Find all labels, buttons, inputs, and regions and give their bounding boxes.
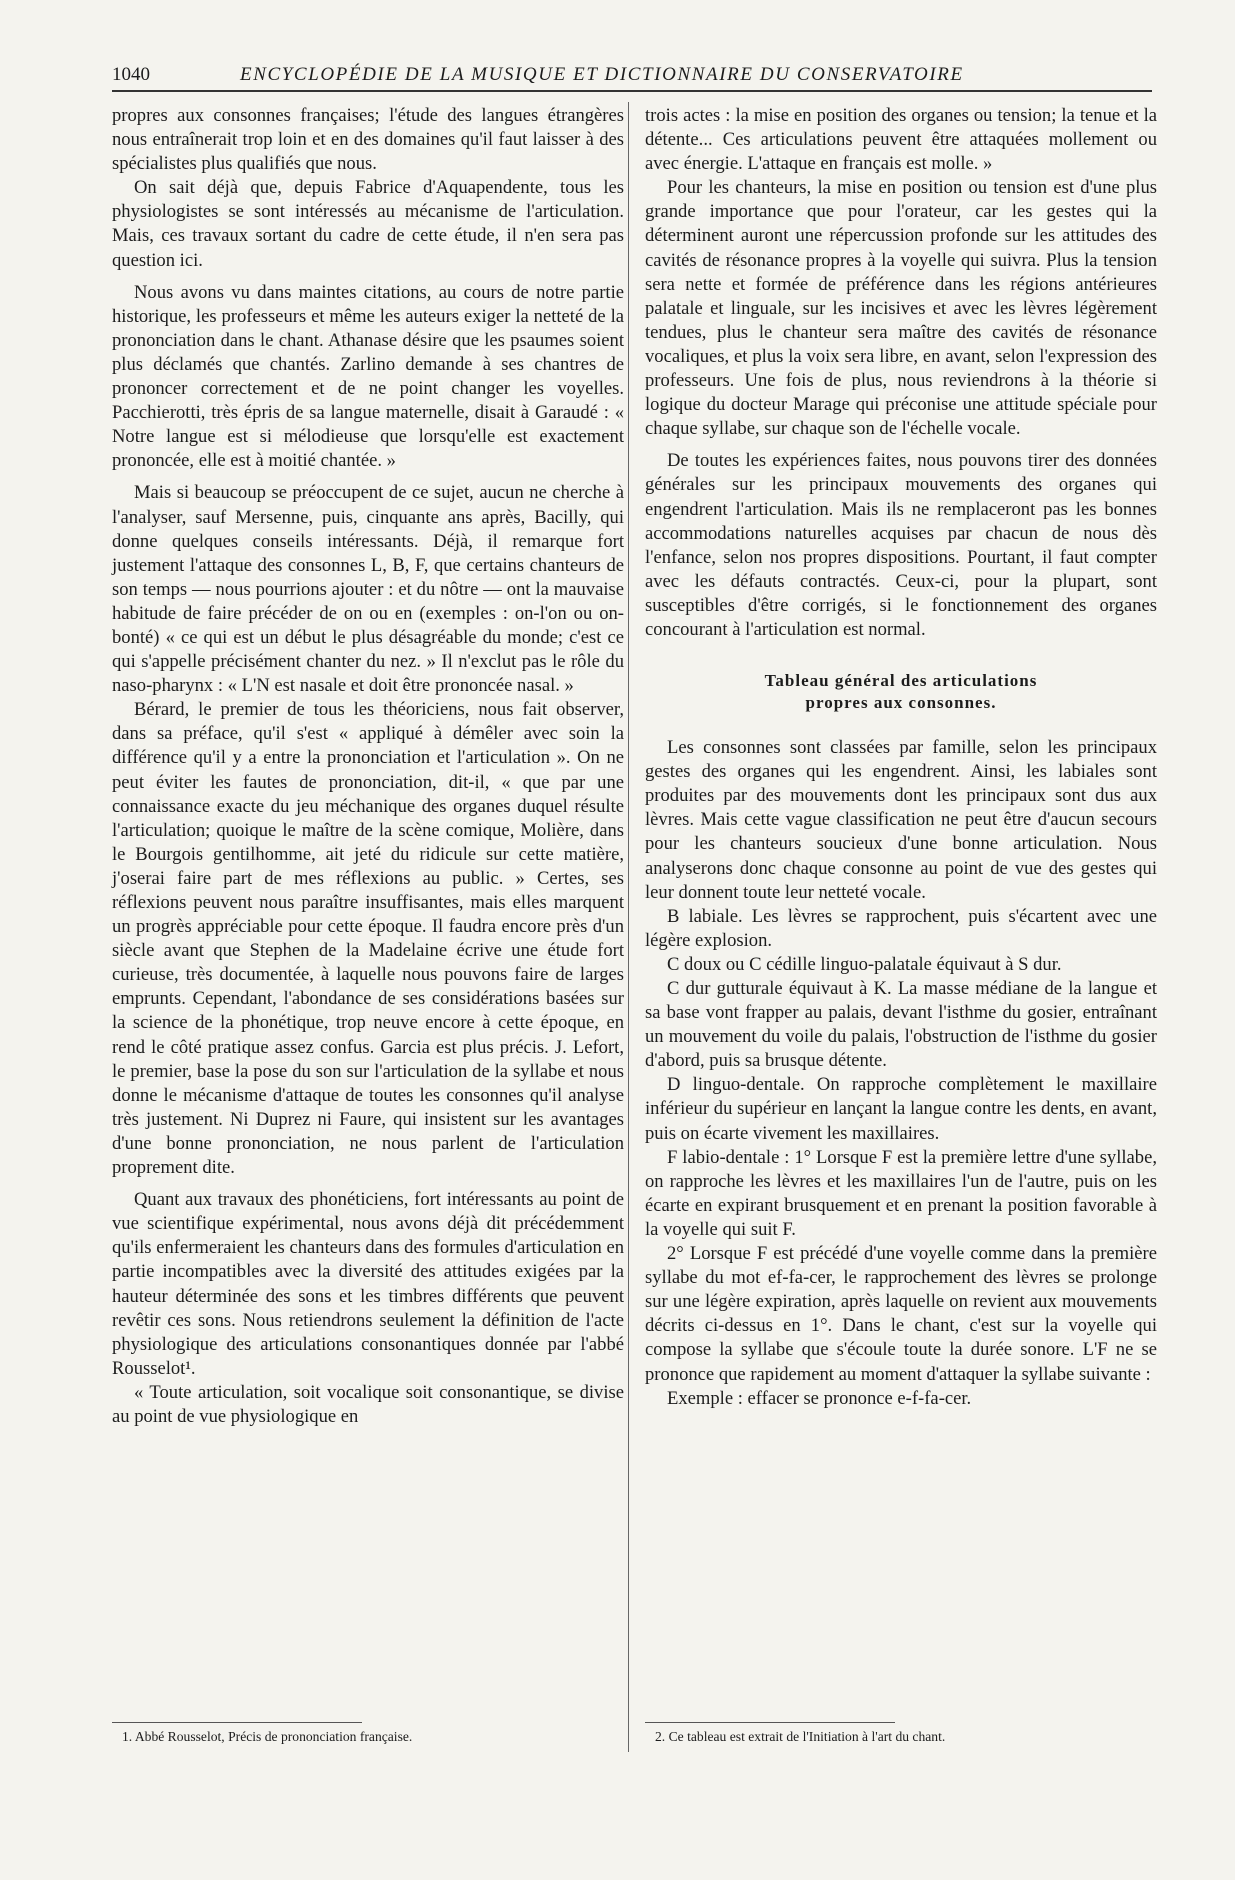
paragraph: C dur gutturale équivaut à K. La masse médiane de la langue et sa base vont frapper au palais, devant l'isthme du gosier, entraînant un mouvement du voile du palais, l'obstruction de l'isthme du gosier d'abord, puis sa brusque détente.: [645, 978, 1157, 1072]
left-column: [112, 104, 624, 1429]
paragraph: Nous avons vu dans maintes citations, au cours de notre partie historique, les professeurs et même les auteurs exiger la netteté de la prononciation dans le chant. Athanase désire que les psaumes soient plus déclamés que chantés. Zarlino demande à ses chantres de prononcer correctement et de ne point changer les voyelles. Pacchierotti, très épris de sa langue maternelle, disait à Garaudé : « Notre langue est si mélodieuse que lorsqu'elle est exactement prononcée, elle est à moitié chantée. »: [112, 281, 624, 472]
footnote-rule-left: [112, 1722, 362, 1723]
footnote-left: 1. Abbé Rousselot, Précis de prononciation française.: [122, 1729, 413, 1744]
paragraph: « Toute articulation, soit vocalique soit consonantique, se divise au point de vue physiologique en: [112, 1381, 624, 1427]
footnote-right: 2. Ce tableau est extrait de l'Initiation à l'art du chant.: [655, 1729, 946, 1744]
running-title: ENCYCLOPÉDIE DE LA MUSIQUE ET DICTIONNAIRE DU CONSERVATOIRE: [240, 64, 964, 85]
paragraph: propres aux consonnes françaises; l'étude des langues étrangères nous entraînerait trop loin et en des domaines qu'il faut laisser à des spécialistes plus qualifiés que nous.: [112, 105, 624, 175]
paragraph: 2° Lorsque F est précédé d'une voyelle comme dans la première syllabe du mot ef-fa-cer, le rapprochement des lèvres se prolonge sur une légère expiration, après laquelle on revient aux mouvements décrits ci-dessus en 1°. Dans le chant, c'est sur la voyelle qui compose la syllabe que s'écoule toute la durée sonore. L'F ne se prononce que rapidement au moment d'attaquer la syllabe suivante :: [645, 1243, 1157, 1385]
paragraph: Bérard, le premier de tous les théoriciens, nous fait observer, dans sa préface, qu'il s'est « appliqué à démêler avec soin la différence qu'il y a entre la prononciation et l'articulation ». On ne peut éviter les fautes de prononciation, dit-il, « que par une connaissance exacte du jeu méchanique des organes duquel résulte l'articulation; quoique le maître de la scène comique, Molière, dans le Bourgois gentilhomme, ait jeté du ridicule sur cette matière, j'oserai faire part de mes réflexions au public. » Certes, ses réflexions peuvent nous paraître insuffisantes, mais elles marquent un progrès appréciable pour cette époque. Il faudra encore près d'un siècle avant que Stephen de la Madelaine écrive une étude fort curieuse, très documentée, à laquelle nous pouvons faire de larges emprunts. Cependant, l'abondance de ses considérations basées sur la science de la phonétique, trop neuve encore à cette époque, en rend le côté pratique assez confus. Garcia est plus précis. J. Lefort, le premier, base la pose du son sur l'articulation de la syllabe et nous donne le mécanisme d'attaque de toutes les consonnes qu'il analyse très justement. Ni Duprez ni Faure, qui insistent sur les avantages d'une bonne prononciation, ne nous parlent de l'articulation proprement dite.: [112, 699, 624, 1179]
paragraph: Pour les chanteurs, la mise en position ou tension est d'une plus grande importance que pour l'orateur, car les gestes qui la déterminent auront une répercussion profonde sur les attitudes des cavités de résonance propres à la voyelle qui suivra. Plus la tension sera nette et formée de préférence dans les régions antérieures palatale et linguale, sur les incisives et avec les lèvres légèrement tendues, plus le chanteur sera maître des cavités de résonance vocaliques, et plus la voix sera libre, en avant, selon l'expression des professeurs. Une fois de plus, nous reviendrons à la théorie si logique du docteur Marage qui préconise une attitude spéciale pour chaque syllabe, sur chaque son de l'échelle vocale.: [645, 177, 1157, 440]
paragraph: D linguo-dentale. On rapproche complètement le maxillaire inférieur du supérieur en lançant la langue contre les dents, en avant, puis on écarte vivement les maxillaires.: [645, 1074, 1157, 1144]
paragraph: B labiale. Les lèvres se rapprochent, puis s'écartent avec une légère explosion.: [645, 905, 1157, 951]
paragraph: Mais si beaucoup se préoccupent de ce sujet, aucun ne cherche à l'analyser, sauf Mersenne, puis, cinquante ans après, Bacilly, qui donne quelques conseils intéressants. Déjà, il remarque fort justement l'attaque des consonnes L, B, F, que certains chanteurs de son temps — nous pourrions ajouter : et du nôtre — ont la mauvaise habitude de faire précéder de on ou en (exemples : on-l'on ou on-bonté) « ce qui est un début le plus désagréable du monde; c'est ce qui s'appelle précisément chanter du nez. » Il n'exclut pas le rôle du naso-pharynx : « L'N est nasale et doit être prononcée nasal. »: [112, 482, 624, 697]
column-divider: [628, 102, 629, 1752]
paragraph: trois actes : la mise en position des organes ou tension; la tenue et la détente... Ces articulations peuvent être attaquées mollement ou avec énergie. L'attaque en français est molle. »: [645, 105, 1157, 175]
footnote-rule-right: [645, 1722, 895, 1723]
paragraph: On sait déjà que, depuis Fabrice d'Aquapendente, tous les physiologistes se sont intéressés au mécanisme de l'articulation. Mais, ces travaux sortant du cadre de cette étude, il n'en sera pas question ici.: [112, 177, 624, 271]
paragraph: F labio-dentale : 1° Lorsque F est la première lettre d'une syllabe, on rapproche les lèvres et les maxillaires l'un de l'autre, puis on les écarte en expirant brusquement et en prenant la position favorable à la voyelle qui suit F.: [645, 1146, 1157, 1240]
paragraph: Les consonnes sont classées par famille, selon les principaux gestes des organes qui les engendrent. Ainsi, les labiales sont produites par des mouvements dont les principaux sont dus aux lèvres. Mais cette vague classification ne peut être d'aucun secours pour les chanteurs soucieux d'une bonne articulation. Nous analyserons donc chaque consonne au point de vue des gestes qui leur donnent toute leur netteté vocale.: [645, 737, 1157, 903]
paragraph: C doux ou C cédille linguo-palatale équivaut à S dur.: [667, 953, 1062, 975]
paragraph: Quant aux travaux des phonéticiens, fort intéressants au point de vue scientifique expérimental, nous avons déjà dit précédemment qu'ils enfermeraient les chanteurs dans des formules d'articulation en partie incompatibles avec la diversité des attitudes exigées par la hauteur déterminée des sons et les timbres différents que peuvent revêtir ces sons. Nous retiendrons seulement la définition de l'acte physiologique des articulations consonantiques donnée par l'abbé Rousselot¹.: [112, 1189, 624, 1379]
right-column: [645, 104, 1157, 1411]
header-rule: [112, 90, 1152, 92]
paragraph: Exemple : effacer se prononce e-f-fa-cer.: [667, 1387, 972, 1409]
paragraph: De toutes les expériences faites, nous pouvons tirer des données générales sur les principaux mouvements des organes qui engendrent l'articulation. Mais ils ne remplaceront pas les bonnes accommodations naturelles acquises par chacun de nous dès l'enfance, selon nos propres dispositions. Pourtant, il faut compter avec les défauts contractés. Ceux-ci, pour la plupart, sont susceptibles d'être corrigés, si le fonctionnement des organes concourant à l'articulation est normal.: [645, 450, 1157, 640]
page-number: 1040: [112, 64, 150, 85]
section-heading: Tableau général des articulations propres aux consonnes.: [764, 671, 1038, 713]
